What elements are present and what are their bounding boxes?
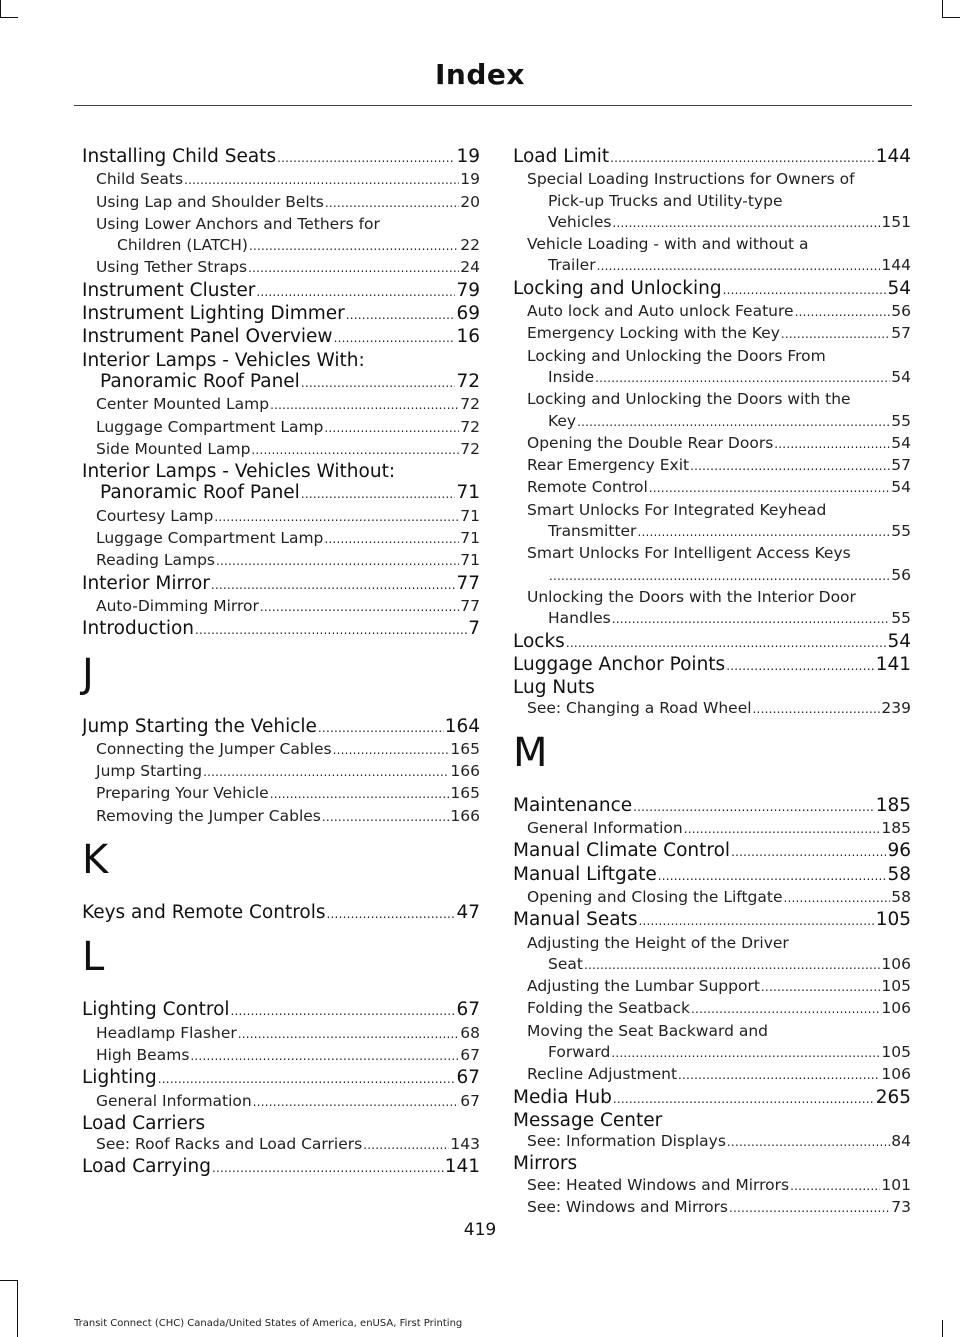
entry-text: Media Hub <box>513 1086 612 1108</box>
dot-leader <box>729 1197 890 1219</box>
page-ref: 77 <box>460 596 480 615</box>
index-subentry <box>513 1197 911 1219</box>
page-ref: 67 <box>456 999 480 1021</box>
index-entry <box>82 573 480 596</box>
dot-leader <box>301 371 456 394</box>
index-entry <box>82 146 480 169</box>
header-divider <box>74 105 912 106</box>
entry-text: Auto-Dimming Mirror <box>96 596 259 615</box>
dot-leader <box>324 417 459 439</box>
entry-text: Adjusting the Lumbar Support <box>527 977 760 996</box>
dot-leader <box>613 212 881 234</box>
entry-text: Instrument Lighting Dimmer <box>82 303 345 325</box>
entry-text: Luggage Anchor Points <box>513 653 726 675</box>
index-subentry <box>82 528 480 550</box>
dot-leader <box>195 618 467 641</box>
index-subentry <box>82 169 480 191</box>
dot-leader <box>249 235 459 257</box>
index-subentry <box>82 1023 480 1045</box>
page-ref: 105 <box>881 1042 911 1061</box>
entry-text: Recline Adjustment <box>527 1065 678 1084</box>
index-subentry: Locking and Unlocking the Doors with the <box>527 390 851 409</box>
entry-text: Vehicles <box>548 212 612 231</box>
index-subentry <box>513 998 911 1020</box>
page-ref: 144 <box>881 256 911 275</box>
entry-text: Preparing Your Vehicle <box>96 784 269 803</box>
dot-leader <box>324 528 459 550</box>
dot-leader <box>184 169 459 191</box>
dot-leader <box>566 631 887 654</box>
index-entry <box>82 1067 480 1090</box>
page-ref: 165 <box>450 739 480 758</box>
dot-leader <box>301 482 456 505</box>
dot-leader <box>781 323 890 345</box>
index-entry <box>513 1087 911 1110</box>
entry-text: Introduction <box>82 618 195 640</box>
page-ref: 54 <box>887 277 911 299</box>
page-ref: 56 <box>891 565 911 584</box>
dot-leader <box>753 698 881 720</box>
entry-text: See: Changing a Road Wheel <box>527 699 752 718</box>
index-entry <box>82 999 480 1022</box>
entry-text: Locking and Unlocking <box>513 277 722 299</box>
index-entry <box>82 326 480 349</box>
index-entry <box>513 795 911 818</box>
page-ref: 185 <box>875 794 911 816</box>
index-subentry-continued <box>513 521 911 543</box>
page-ref: 185 <box>881 819 911 838</box>
page-ref: 58 <box>891 887 911 906</box>
page-ref: 77 <box>456 572 480 594</box>
entry-text: Opening and Closing the Liftgate <box>527 887 783 906</box>
dot-leader <box>595 367 890 389</box>
entry-text: Opening the Double Rear Doors <box>527 433 774 452</box>
dot-leader <box>723 278 887 301</box>
index-subentry: Special Loading Instructions for Owners of <box>527 170 855 189</box>
dot-leader <box>260 596 459 618</box>
entry-text: Reading Lamps <box>96 551 215 570</box>
index-entry-heading: Lug Nuts <box>513 677 595 699</box>
entry-text: Transmitter <box>548 522 637 541</box>
page-ref: 67 <box>460 1045 480 1064</box>
index-entry: Interior Lamps - Vehicles With: <box>82 349 365 371</box>
entry-text: Lighting Control <box>82 999 230 1021</box>
index-entry <box>513 909 911 932</box>
index-subentry: Unlocking the Doors with the Interior Door <box>527 587 856 606</box>
dot-leader <box>649 477 891 499</box>
index-entry <box>82 280 480 303</box>
page-ref: 47 <box>456 902 480 924</box>
index-entry-heading: Load Carriers <box>82 1112 206 1134</box>
index-entry <box>513 146 911 169</box>
page-ref: 106 <box>881 954 911 973</box>
dot-leader <box>731 840 886 863</box>
entry-text: Manual Climate Control <box>513 840 731 862</box>
page-ref: 101 <box>881 1175 911 1194</box>
dot-leader <box>690 455 890 477</box>
index-entry-continued <box>82 482 480 505</box>
dot-leader <box>790 1175 880 1197</box>
page-ref: 19 <box>456 146 480 167</box>
page-ref: 79 <box>456 279 480 301</box>
entry-text: Luggage Compartment Lamp <box>96 529 324 548</box>
entry-text: High Beams <box>96 1045 190 1064</box>
index-entry-heading: Mirrors <box>513 1153 578 1175</box>
entry-text: Removing the Jumper Cables <box>96 806 321 825</box>
dot-leader <box>684 818 881 840</box>
index-entry <box>513 864 911 887</box>
page-ref: 24 <box>460 258 480 277</box>
dot-leader <box>322 806 450 828</box>
dot-leader <box>612 608 891 630</box>
dot-leader <box>333 739 450 761</box>
entry-text: Manual Liftgate <box>513 863 657 885</box>
crop-mark-bottom-left <box>0 1280 18 1281</box>
page-title: Index <box>435 58 525 91</box>
page-ref: 166 <box>450 762 480 781</box>
dot-leader <box>211 573 456 596</box>
entry-text: Seat <box>548 954 583 973</box>
entry-text: General Information <box>527 819 683 838</box>
dot-leader <box>346 303 456 326</box>
entry-text: Folding the Seatback <box>527 999 691 1018</box>
dot-leader <box>214 506 459 528</box>
index-subentry <box>82 806 480 828</box>
index-entry-heading: Message Center <box>513 1109 663 1131</box>
index-subentry <box>82 394 480 416</box>
section-letter: M <box>513 729 548 776</box>
entry-text: Maintenance <box>513 794 633 816</box>
dot-leader <box>584 954 880 976</box>
page-ref: 22 <box>460 236 480 255</box>
dot-leader <box>611 1042 880 1064</box>
entry-text: Jump Starting the Vehicle <box>82 715 317 737</box>
entry-text: Children (LATCH) <box>117 236 248 255</box>
index-subentry <box>513 323 911 345</box>
crop-mark-top-left <box>0 17 18 18</box>
dot-leader <box>613 1087 875 1110</box>
crop-mark-top-left <box>0 0 1 18</box>
page-ref: 96 <box>887 840 911 862</box>
index-subentry-continued <box>513 954 911 976</box>
page-ref: 20 <box>460 192 480 211</box>
dot-leader <box>318 716 444 739</box>
dot-leader <box>784 887 891 909</box>
index-entry <box>513 278 911 301</box>
page-ref: 165 <box>450 784 480 803</box>
dot-leader <box>248 257 459 279</box>
index-subentry: Smart Unlocks For Intelligent Access Keys <box>527 544 851 563</box>
page-ref: 166 <box>450 806 480 825</box>
index-subentry <box>82 417 480 439</box>
section-letter: K <box>82 837 109 884</box>
index-subentry <box>513 976 911 998</box>
entry-text: See: Windows and Mirrors <box>527 1198 729 1217</box>
entry-text: Headlamp Flasher <box>96 1023 237 1042</box>
dot-leader <box>256 280 455 303</box>
index-subentry-continued <box>513 565 911 587</box>
page-ref: 151 <box>881 212 911 231</box>
page-ref: 67 <box>456 1067 480 1089</box>
page-ref: 16 <box>456 326 480 348</box>
entry-text: Using Tether Straps <box>96 258 248 277</box>
index-subentry: Smart Unlocks For Integrated Keyhead <box>527 500 827 519</box>
dot-leader <box>610 146 875 169</box>
index-subentry-continued: Pick-up Trucks and Utility-type <box>548 191 783 210</box>
entry-text: Forward <box>548 1042 611 1061</box>
entry-text: Auto lock and Auto unlock Feature <box>527 302 794 321</box>
index-entry <box>513 654 911 677</box>
page-ref: 72 <box>460 439 480 458</box>
index-subentry-continued <box>513 212 911 234</box>
page-ref: 54 <box>891 433 911 452</box>
crop-mark-bottom-right <box>942 1320 943 1337</box>
entry-text: Side Mounted Lamp <box>96 439 251 458</box>
index-column-right <box>513 146 911 1219</box>
entry-text: Panoramic Roof Panel <box>100 482 300 504</box>
page-ref: 55 <box>891 522 911 541</box>
index-subentry <box>82 783 480 805</box>
dot-leader <box>203 761 449 783</box>
index-subentry <box>82 1091 480 1113</box>
index-subentry <box>513 1175 911 1197</box>
dot-leader <box>334 326 456 349</box>
footer-text: Transit Connect (CHC) Canada/United States of America, enUSA, First Printing <box>74 1318 463 1329</box>
index-entry <box>82 1156 480 1179</box>
page-ref: 54 <box>887 630 911 652</box>
page-ref: 84 <box>891 1132 911 1151</box>
index-subentry <box>82 1134 480 1156</box>
index-entry <box>513 840 911 863</box>
index-subentry-continued <box>513 255 911 277</box>
section-letter: L <box>82 934 105 981</box>
page-ref: 56 <box>891 302 911 321</box>
index-subentry-continued <box>513 1042 911 1064</box>
entry-text: Panoramic Roof Panel <box>100 370 300 392</box>
page-ref: 105 <box>881 977 911 996</box>
page-ref: 71 <box>456 482 480 504</box>
index-subentry <box>513 698 911 720</box>
entry-text: See: Heated Windows and Mirrors <box>527 1175 790 1194</box>
index-subentry-continued <box>513 411 911 433</box>
page-ref: 71 <box>460 529 480 548</box>
page-ref: 72 <box>456 370 480 392</box>
entry-text: General Information <box>96 1091 252 1110</box>
dot-leader <box>774 433 890 455</box>
entry-text: Handles <box>548 609 611 628</box>
dot-leader <box>270 783 450 805</box>
index-subentry <box>82 506 480 528</box>
page-ref: 58 <box>887 863 911 885</box>
page-ref: 141 <box>444 1156 480 1178</box>
page-ref: 143 <box>450 1135 480 1154</box>
entry-text: Jump Starting <box>96 762 203 781</box>
index-entry <box>82 618 480 641</box>
index-subentry-continued <box>513 608 911 630</box>
dot-leader <box>727 1131 890 1153</box>
entry-text: Emergency Locking with the Key <box>527 324 780 343</box>
entry-text: Locks <box>513 630 565 652</box>
page-ref: 73 <box>891 1198 911 1217</box>
crop-mark-top-right <box>942 0 943 18</box>
dot-leader <box>158 1067 456 1090</box>
dot-leader <box>597 255 881 277</box>
dot-leader <box>678 1064 880 1086</box>
entry-text: Manual Seats <box>513 909 638 931</box>
section-letter: J <box>82 650 94 697</box>
index-subentry-continued <box>82 235 480 257</box>
index-subentry <box>82 761 480 783</box>
dot-leader <box>658 864 887 887</box>
page-ref: 144 <box>875 146 911 167</box>
index-subentry <box>82 257 480 279</box>
page-ref: 68 <box>460 1023 480 1042</box>
page-ref: 54 <box>891 478 911 497</box>
page-ref: 55 <box>891 609 911 628</box>
entry-text: See: Roof Racks and Load Carriers <box>96 1135 363 1154</box>
entry-text: Center Mounted Lamp <box>96 395 270 414</box>
crop-mark-bottom-left <box>17 1280 18 1337</box>
entry-text: Installing Child Seats <box>82 146 277 167</box>
index-entry <box>82 303 480 326</box>
dot-leader <box>577 411 890 433</box>
page-ref: 141 <box>875 653 911 675</box>
entry-text: Trailer <box>548 256 596 275</box>
index-entry: Interior Lamps - Vehicles Without: <box>82 461 396 483</box>
dot-leader <box>327 902 456 925</box>
page-ref: 72 <box>460 417 480 436</box>
index-subentry: Using Lower Anchors and Tethers for <box>96 214 380 233</box>
index-subentry-continued <box>513 367 911 389</box>
index-subentry <box>82 1045 480 1067</box>
dot-leader <box>270 394 459 416</box>
entry-text: Rear Emergency Exit <box>527 456 690 475</box>
entry-text: Instrument Cluster <box>82 279 256 301</box>
index-subentry <box>513 433 911 455</box>
index-subentry: Vehicle Loading - with and without a <box>527 235 809 254</box>
index-subentry: Locking and Unlocking the Doors From <box>527 346 826 365</box>
dot-leader <box>691 998 880 1020</box>
page-ref: 71 <box>460 506 480 525</box>
page-ref: 106 <box>881 999 911 1018</box>
index-subentry <box>513 887 911 909</box>
dot-leader <box>216 550 459 572</box>
index-subentry <box>513 301 911 323</box>
page-number: 419 <box>463 1220 497 1240</box>
index-subentry <box>82 192 480 214</box>
entry-text: Luggage Compartment Lamp <box>96 417 324 436</box>
index-subentry <box>513 818 911 840</box>
page-ref: 54 <box>891 367 911 386</box>
index-entry <box>82 902 480 925</box>
page-ref: 7 <box>468 618 480 640</box>
dot-leader <box>325 192 459 214</box>
page-ref: 57 <box>891 456 911 475</box>
entry-text: Load Limit <box>513 146 610 167</box>
page-ref: 19 <box>460 170 480 189</box>
index-subentry <box>82 739 480 761</box>
page-ref: 265 <box>875 1086 911 1108</box>
page-ref: 71 <box>460 551 480 570</box>
dot-leader <box>251 439 459 461</box>
dot-leader <box>549 565 890 587</box>
index-entry-continued <box>82 371 480 394</box>
page-ref: 105 <box>875 909 911 931</box>
dot-leader <box>638 909 874 932</box>
index-subentry: Moving the Seat Backward and <box>527 1021 768 1040</box>
dot-leader <box>238 1023 460 1045</box>
index-subentry <box>82 550 480 572</box>
index-subentry <box>82 596 480 618</box>
dot-leader <box>363 1134 449 1156</box>
index-entry <box>82 716 480 739</box>
dot-leader <box>761 976 880 998</box>
page-ref: 67 <box>460 1091 480 1110</box>
dot-leader <box>726 654 874 677</box>
entry-text: Lighting <box>82 1067 157 1089</box>
index-column-left <box>82 146 480 1180</box>
dot-leader <box>277 146 455 169</box>
page-ref: 55 <box>891 411 911 430</box>
entry-text: Instrument Panel Overview <box>82 326 333 348</box>
page-ref: 57 <box>891 324 911 343</box>
dot-leader <box>637 521 890 543</box>
index-subentry <box>513 1064 911 1086</box>
entry-text: Load Carrying <box>82 1156 211 1178</box>
entry-text: Key <box>548 411 577 430</box>
entry-text: Keys and Remote Controls <box>82 902 326 924</box>
index-subentry <box>513 455 911 477</box>
entry-text: Using Lap and Shoulder Belts <box>96 192 324 211</box>
index-subentry <box>513 477 911 499</box>
dot-leader <box>633 795 875 818</box>
dot-leader <box>231 999 456 1022</box>
entry-text: Inside <box>548 367 595 386</box>
entry-text: See: Information Displays <box>527 1132 726 1151</box>
page-ref: 164 <box>444 715 480 737</box>
dot-leader <box>795 301 891 323</box>
entry-text: Remote Control <box>527 478 648 497</box>
index-subentry <box>82 439 480 461</box>
entry-text: Connecting the Jumper Cables <box>96 739 332 758</box>
index-subentry <box>513 1131 911 1153</box>
page-ref: 239 <box>881 699 911 718</box>
page-ref: 72 <box>460 395 480 414</box>
entry-text: Interior Mirror <box>82 572 210 594</box>
index-subentry: Adjusting the Height of the Driver <box>527 933 789 952</box>
crop-mark-top-right <box>942 17 960 18</box>
entry-text: Courtesy Lamp <box>96 506 214 525</box>
index-entry <box>513 631 911 654</box>
dot-leader <box>253 1091 460 1113</box>
page-ref: 69 <box>456 303 480 325</box>
page-ref: 106 <box>881 1065 911 1084</box>
dot-leader <box>190 1045 459 1067</box>
entry-text: Child Seats <box>96 170 184 189</box>
dot-leader <box>212 1156 444 1179</box>
